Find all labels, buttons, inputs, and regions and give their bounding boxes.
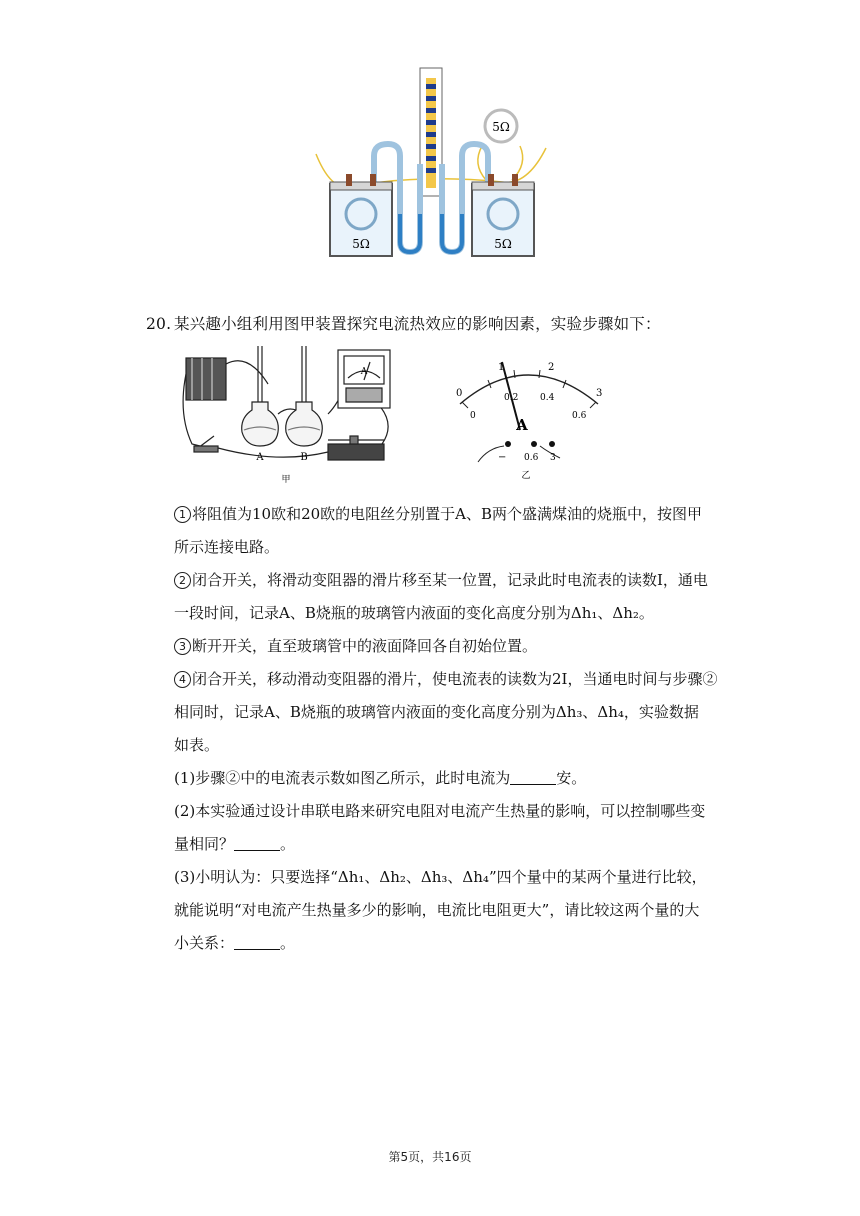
step-4-mark: 4 — [174, 671, 191, 688]
flask-a-label: A — [256, 452, 264, 463]
scale-bottom-0: 0 — [470, 411, 476, 421]
step-1-mark: 1 — [174, 506, 191, 523]
sq2-tail: 。 — [280, 835, 296, 853]
figure-yi-caption: 乙 — [521, 471, 531, 481]
sq1-text: (1)步骤②中的电流表示数如图乙所示，此时电流为 — [174, 769, 511, 787]
sq2-line-2: 量相同？ — [174, 835, 235, 853]
answer-blank-2[interactable] — [234, 836, 280, 851]
step-4-line-1: 闭合开关，移动滑动变阻器的滑片，使电流表的读数为2I，当通电时间与步骤② — [192, 670, 718, 688]
figure-jia-caption: 甲 — [281, 475, 291, 484]
sq3-tail: 。 — [280, 934, 296, 952]
step-3-mark: 3 — [174, 638, 191, 655]
subquestion-2 — [174, 795, 720, 861]
terminal-negative: − — [498, 452, 507, 463]
scale-top-3: 3 — [596, 388, 603, 399]
unit-label: A — [516, 416, 528, 434]
step-2-line-2: 一段时间，记录A、B烧瓶的玻璃管内液面的变化高度分别为Δh₁、Δh₂。 — [174, 604, 654, 622]
sq3-line-3: 小关系： — [174, 934, 235, 952]
answer-blank-3[interactable] — [234, 935, 280, 950]
right-resistor-label: 5Ω — [494, 237, 512, 251]
scale-bottom-3: 0.6 — [572, 411, 587, 421]
terminal-3: 3 — [550, 453, 556, 463]
steps-block — [174, 498, 720, 960]
step-4-line-3: 如表。 — [174, 736, 220, 754]
scale-top-2: 2 — [548, 362, 555, 373]
step-1 — [174, 498, 720, 564]
question-title-text: 某兴趣小组利用图甲装置探究电流热效应的影响因素，实验步骤如下： — [174, 315, 661, 333]
ammeter-label: A — [360, 367, 368, 377]
question-title — [146, 312, 661, 334]
scale-bottom-2: 0.4 — [540, 393, 555, 403]
subquestion-1 — [174, 762, 720, 795]
sq1-tail: 安。 — [556, 769, 587, 787]
ammeter-dial-figure-yi — [448, 352, 618, 482]
question-number: 20. — [146, 315, 172, 333]
step-3-line-1: 断开开关，直至玻璃管中的液面降回各自初始位置。 — [192, 637, 538, 655]
step-2 — [174, 564, 720, 630]
step-2-line-1: 闭合开关，将滑动变阻器的滑片移至某一位置，记录此时电流表的读数I，通电 — [192, 571, 708, 589]
page-footer: 第5页，共16页 — [388, 1150, 472, 1164]
step-3 — [174, 630, 720, 663]
scale-bottom-1: 0.2 — [504, 393, 519, 403]
scale-top-0: 0 — [456, 388, 463, 399]
answer-blank-1[interactable] — [510, 770, 556, 785]
left-resistor-label: 5Ω — [352, 237, 370, 251]
subquestion-3 — [174, 861, 720, 960]
sq2-line-1: (2)本实验通过设计串联电路来研究电阻对电流产生热量的影响，可以控制哪些变 — [174, 802, 706, 820]
circuit-figure-jia — [178, 344, 398, 484]
step-1-line-2: 所示连接电路。 — [174, 538, 280, 556]
step-4-line-2: 相同时，记录A、B烧瓶的玻璃管内液面的变化高度分别为Δh₃、Δh₄，实验数据 — [174, 703, 699, 721]
u-tube-apparatus-figure — [312, 64, 550, 260]
step-4 — [174, 663, 720, 762]
flask-b-label: B — [300, 452, 308, 463]
step-1-line-1: 将阻值为10欧和20欧的电阻丝分别置于A、B两个盛满煤油的烧瓶中，按图甲 — [192, 505, 703, 523]
scale-top-1: 1 — [498, 362, 505, 373]
terminal-0-6: 0.6 — [524, 453, 539, 463]
outside-resistor-label: 5Ω — [492, 120, 510, 134]
sq3-line-2: 就能说明“对电流产生热量多少的影响，电流比电阻更大”，请比较这两个量的大 — [174, 901, 700, 919]
sq3-line-1: (3)小明认为：只要选择“Δh₁、Δh₂、Δh₃、Δh₄”四个量中的某两个量进行比较， — [174, 868, 707, 886]
step-2-mark: 2 — [174, 572, 191, 589]
